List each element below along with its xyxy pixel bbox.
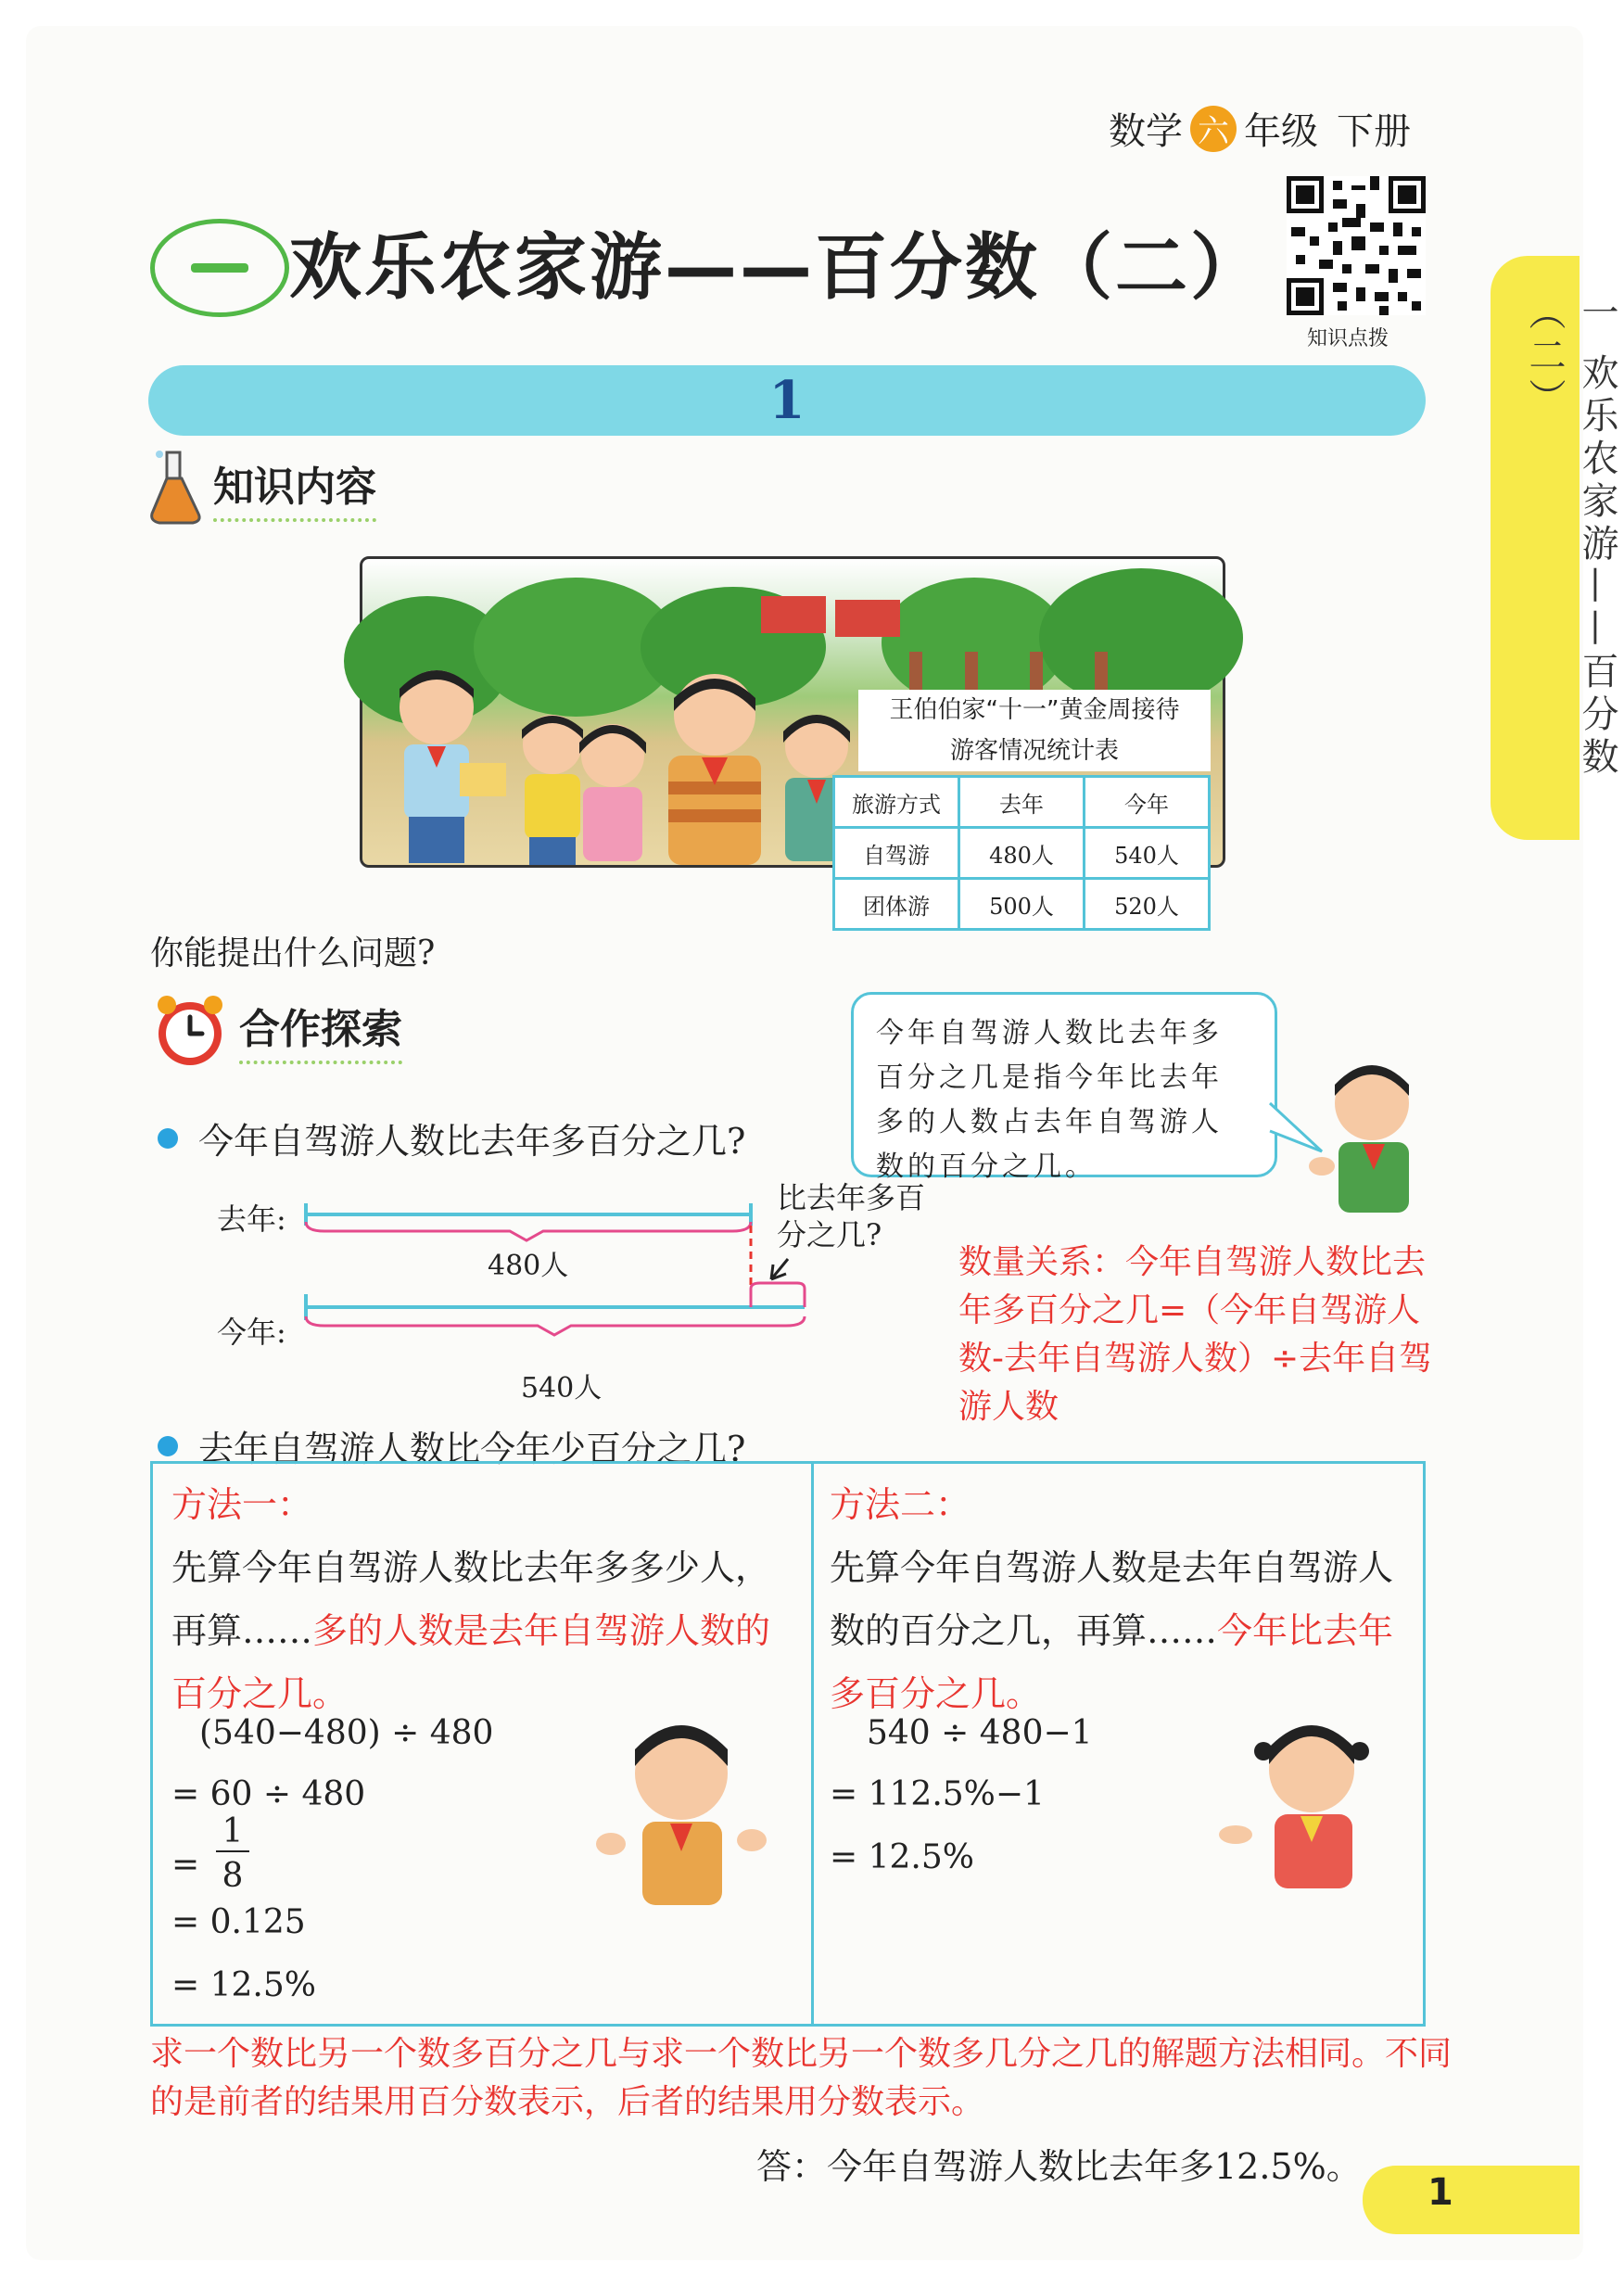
method-one-text-black: 先算今年自驾游人数比去年多多少人，再算……: [171, 1547, 771, 1651]
subject-label: 数学: [1109, 110, 1183, 153]
method-one-text: [171, 1536, 793, 1725]
table-header-cell: 今年: [1085, 777, 1210, 828]
method-two-step-2: = 112.5%−1: [830, 1775, 1045, 1813]
method-two-text-black: 先算今年自驾游人数是去年自驾游人数的百分之几，再算……: [830, 1547, 1394, 1651]
grade-suffix: 年级: [1244, 110, 1318, 153]
explore-section-title: 合作探索: [239, 996, 402, 1064]
volume-label: 下册: [1337, 110, 1411, 153]
visitor-stats-table: [832, 775, 1211, 931]
question-less-text: 去年自驾游人数比今年少百分之几?: [198, 1429, 746, 1469]
lesson-number: 1: [768, 370, 806, 431]
qr-code-icon[interactable]: [1287, 176, 1426, 315]
method-two-text: [830, 1536, 1414, 1725]
quantity-relation: 数量关系：今年自驾游人数比去年多百分之几=（今年自驾游人数-去年自驾游人数）÷去年自驾游人数: [958, 1243, 1433, 1426]
table-cell: 480人: [959, 828, 1085, 879]
page-number: 1: [1427, 2171, 1453, 2214]
method-one-step-1: (540−480) ÷ 480: [199, 1714, 494, 1752]
grade-number-badge: 六: [1190, 106, 1237, 152]
table-cell: 520人: [1085, 879, 1210, 930]
unit-number-glyph: [191, 263, 248, 273]
method-one-text-red: 多的人数是去年自驾游人数的百分之几。: [171, 1610, 771, 1714]
boy-speaker-illustration: [1298, 1057, 1437, 1214]
methods-box: [150, 1461, 1426, 2027]
table-header-cell: 去年: [959, 777, 1085, 828]
unit-number-badge: [150, 219, 289, 317]
last-year-value: 480人: [488, 1250, 569, 1282]
girl-explaining-illustration: [1210, 1714, 1395, 1890]
table-caption-line1: 王伯伯家“十一”黄金周接待: [889, 696, 1180, 724]
method-one-step-4: = 0.125: [171, 1903, 306, 1941]
page-number-tab: [1363, 2166, 1580, 2234]
alarm-clock-icon: [150, 990, 230, 1070]
this-year-label: 今年:: [217, 1315, 286, 1350]
qr-label: 知识点拨: [1307, 327, 1389, 350]
side-tab-label: 一 欢乐农家游——百分数（二）: [1523, 293, 1618, 780]
question-prompt: 你能提出什么问题?: [150, 934, 436, 972]
method-one-step-5: = 12.5%: [171, 1966, 316, 2004]
flask-icon: [148, 447, 204, 528]
side-tab: [1491, 256, 1618, 840]
bullet-dot-icon: [158, 1436, 178, 1456]
diagram-question: 比去年多百分之几?: [777, 1180, 926, 1252]
fraction-denominator: 8: [222, 1857, 244, 1895]
boy-with-clipboard: [372, 661, 511, 865]
fraction-numerator: 1: [216, 1812, 249, 1852]
explore-section-head: [150, 990, 402, 1070]
table-caption-line2: 游客情况统计表: [949, 737, 1119, 765]
method-two: [830, 1473, 1414, 1725]
table-cell: 540人: [1085, 828, 1210, 879]
speech-bubble: 今年自驾游人数比去年多百分之几是指今年比去年多的人数占去年自驾游人数的百分之几。: [851, 992, 1277, 1177]
table-cell: 500人: [959, 879, 1085, 930]
method-two-text-red: 今年比去年多百分之几。: [830, 1610, 1394, 1714]
this-year-value: 540人: [521, 1372, 603, 1404]
final-answer: 答：今年自驾游人数比去年多12.5%。: [756, 2146, 1362, 2187]
table-header-cell: 旅游方式: [834, 777, 959, 828]
grade-header: [1109, 102, 1411, 155]
method-note: 求一个数比另一个数多百分之几与求一个数比另一个数多几分之几的解题方法相同。不同的是前者的结果用百分数表示，后者的结果用分数表示。: [150, 2035, 1453, 2121]
table-cell: 团体游: [834, 879, 959, 930]
knowledge-section-title: 知识内容: [213, 453, 376, 522]
methods-divider: [811, 1464, 814, 2024]
table-row: [834, 879, 1210, 930]
method-two-title: 方法二：: [830, 1484, 971, 1525]
table-cell: 自驾游: [834, 828, 959, 879]
method-one-step-2: = 60 ÷ 480: [171, 1775, 366, 1813]
table-caption: [858, 690, 1211, 771]
question-more-text: 今年自驾游人数比去年多百分之几?: [198, 1121, 746, 1162]
question-more: [158, 1112, 745, 1163]
method-one-step-3-eq: =: [171, 1846, 200, 1884]
boy-explaining-illustration: [589, 1714, 774, 1909]
bullet-dot-icon: [158, 1128, 178, 1149]
method-two-step-1: 540 ÷ 480−1: [867, 1714, 1093, 1752]
method-one-title: 方法一：: [171, 1484, 313, 1525]
lesson-banner: [148, 365, 1426, 436]
method-two-step-3: = 12.5%: [830, 1838, 974, 1876]
unit-title: 欢乐农家游——百分数（二）: [289, 226, 1266, 310]
last-year-label: 去年:: [217, 1201, 286, 1237]
method-one: [171, 1473, 793, 1725]
knowledge-section-head: [148, 447, 376, 528]
table-header-row: [834, 777, 1210, 828]
table-row: [834, 828, 1210, 879]
